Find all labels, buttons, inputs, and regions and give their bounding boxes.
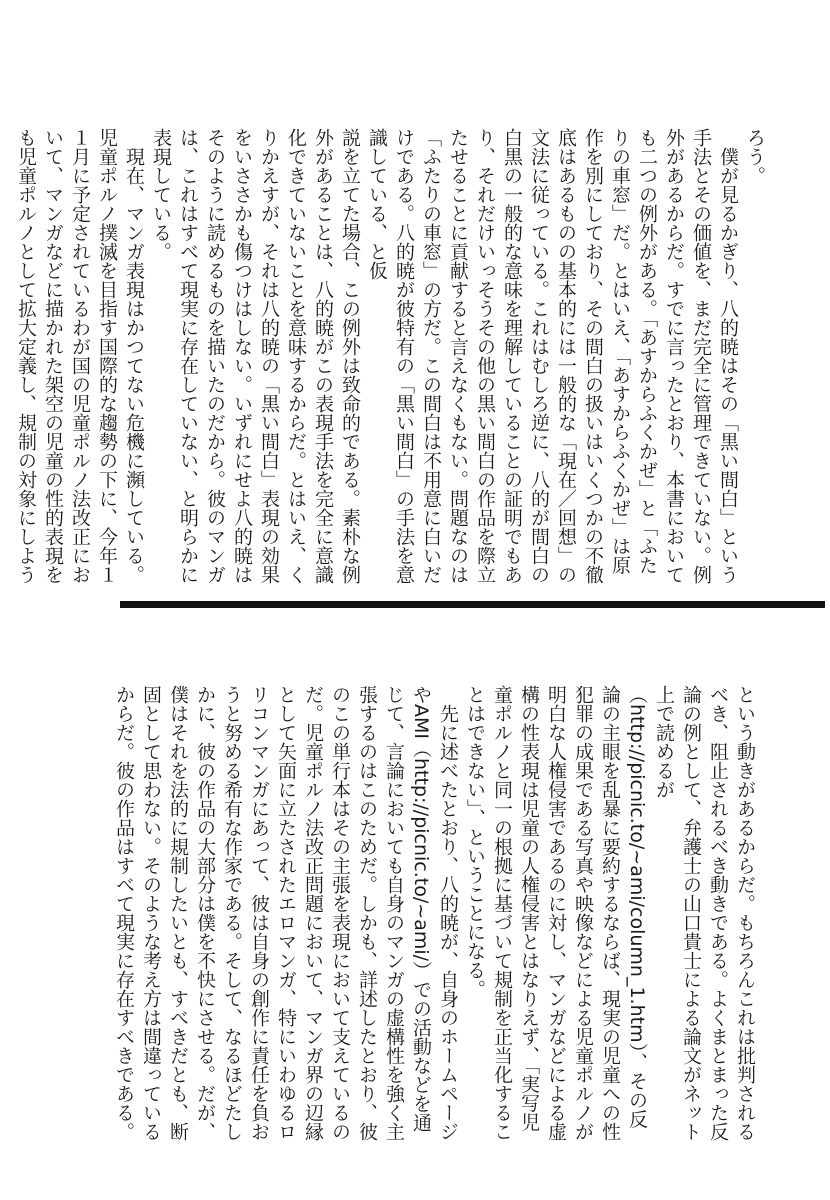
text-column: 手法とその価値を、まだ完全に管理できていない。例 — [690, 128, 712, 584]
text-column: 僕が見るかぎり、八的暁はその「黒い間白」という — [717, 128, 739, 584]
text-column: リコンマンガにあって、彼は自身の創作に責任を負お — [248, 685, 270, 1141]
text-column: ろう。 — [744, 128, 766, 185]
text-column: とはできない」、ということになる。 — [464, 685, 486, 999]
text-column: りかえすが、それは八的暁の「黒い間白」表現の効果 — [258, 128, 280, 584]
text-column: （http://picnic.to/~ami/column_1.htm）、その反 — [626, 685, 648, 1129]
text-column: 底はあるものの基本的には一般的な「現在／回想」の — [555, 128, 577, 584]
text-column: 現在、マンガ表現はかつてない危機に瀕している。 — [123, 128, 145, 584]
text-column: は、これはすべて現実に存在していない、と明らかに — [177, 128, 199, 584]
text-column: をいささかも傷つけはしない。いずれにせよ八的暁は — [231, 128, 253, 584]
text-column: 張するのはこのためだ。しかも、詳述したとおり、彼 — [356, 685, 378, 1141]
text-column: りの車窓」だ。とはいえ、「あすからふくかぜ」は原 — [609, 128, 631, 575]
text-column: 童ポルノと同一の根拠に基づいて規制を正当化するこ — [491, 685, 513, 1141]
text-column: 僕はそれを法的に規制したいとも、すべきだとも、断 — [167, 685, 189, 1141]
text-column: たせることに貢献すると言えなくもない。問題なのは — [447, 128, 469, 584]
text-column: いて、マンガなどに描かれた架空の児童の性的表現を — [42, 128, 64, 584]
text-column: 白黒の一般的な意味を理解していることの証明でもあ — [501, 128, 523, 584]
text-column: けである。八的暁が彼特有の「黒い間白」の手法を意 — [393, 128, 415, 584]
text-column: 外があることは、八的暁がこの表現手法を完全に意識 — [312, 128, 334, 584]
text-column: 作を別にしており、その間白の扱いはいくつかの不徹 — [582, 128, 604, 584]
text-column: 児童ポルノ撲滅を目指す国際的な趨勢の下に、今年１ — [96, 128, 118, 584]
text-column: じて、言論においても自身のマンガの虚構性を強く主 — [383, 685, 405, 1141]
text-column: として矢面に立たされたエロマンガ、特にいわゆるロ — [275, 685, 297, 1141]
text-column: 明白な人権侵害であるのに対し、マンガなどによる虚 — [545, 685, 567, 1141]
text-column: 表現している。 — [150, 128, 172, 261]
text-column: 文法に従っている。これはむしろ逆に、八的が間白の — [528, 128, 550, 584]
text-column: うと努める希有な作家である。そして、なるほどたし — [221, 685, 243, 1141]
text-column: という動きがあるからだ。もちろんこれは批判される — [734, 685, 756, 1141]
text-column: 説を立てた場合、この例外は致命的である。素朴な例 — [339, 128, 361, 584]
text-column: も児童ポルノとして拡大定義し、規制の対象にしよう — [15, 128, 37, 584]
text-column: 識している、と仮 — [366, 128, 388, 280]
text-column: からだ。彼の作品はすべて現実に存在すべきである。 — [113, 685, 135, 1141]
text-column: 構の性表現は児童の人権侵害とはなりえず、「実写児 — [518, 685, 540, 1132]
text-column: そのように読めるものを描いたのだから。彼のマンガ — [204, 128, 226, 584]
text-column: も二つの例外がある。「あすからふくかぜ」と「ふた — [636, 128, 658, 575]
text-column: 論の主眼を乱暴に要約するならば、現実の児童への性 — [599, 685, 621, 1141]
text-column: り、それだけいっそうその他の黒い間白の作品を際立 — [474, 128, 496, 584]
text-column: 犯罪の成果である写真や映像などによる児童ポルノが — [572, 685, 594, 1141]
text-column: １月に予定されているわが国の児童ポルノ法改正にお — [69, 128, 91, 584]
text-column: 外があるからだ。すでに言ったとおり、本書において — [663, 128, 685, 584]
section-divider — [120, 601, 825, 608]
text-column: かに、彼の作品の大部分は僕を不快にさせる。だが、 — [194, 685, 216, 1141]
text-column: べき、阻止されるべき動きである。よくまとまった反 — [707, 685, 729, 1141]
text-column: だ。児童ポルノ法改正問題において、マンガ界の辺縁 — [302, 685, 324, 1141]
text-column: のこの単行本はその主張を表現において支えているの — [329, 685, 351, 1141]
text-column: 論の例として、弁護士の山口貴士による論文がネット — [680, 685, 702, 1141]
text-column: 化できていないことを意味するからだ。とはいえ、く — [285, 128, 307, 584]
text-column: やAMI（http://picnic.to/~ami/）での活動などを通 — [410, 685, 432, 1133]
text-column: 固として思わない。そのような考え方は間違っている — [140, 685, 162, 1141]
text-column: 「ふたりの車窓」の方だ。この間白は不用意に白いだ — [420, 128, 442, 584]
lower-text-block — [113, 685, 758, 1141]
text-column: 上で読めるが — [653, 685, 675, 799]
text-column: 先に述べたとおり、八的暁が、自身のホームページ — [437, 685, 459, 1141]
upper-text-block — [15, 128, 768, 590]
